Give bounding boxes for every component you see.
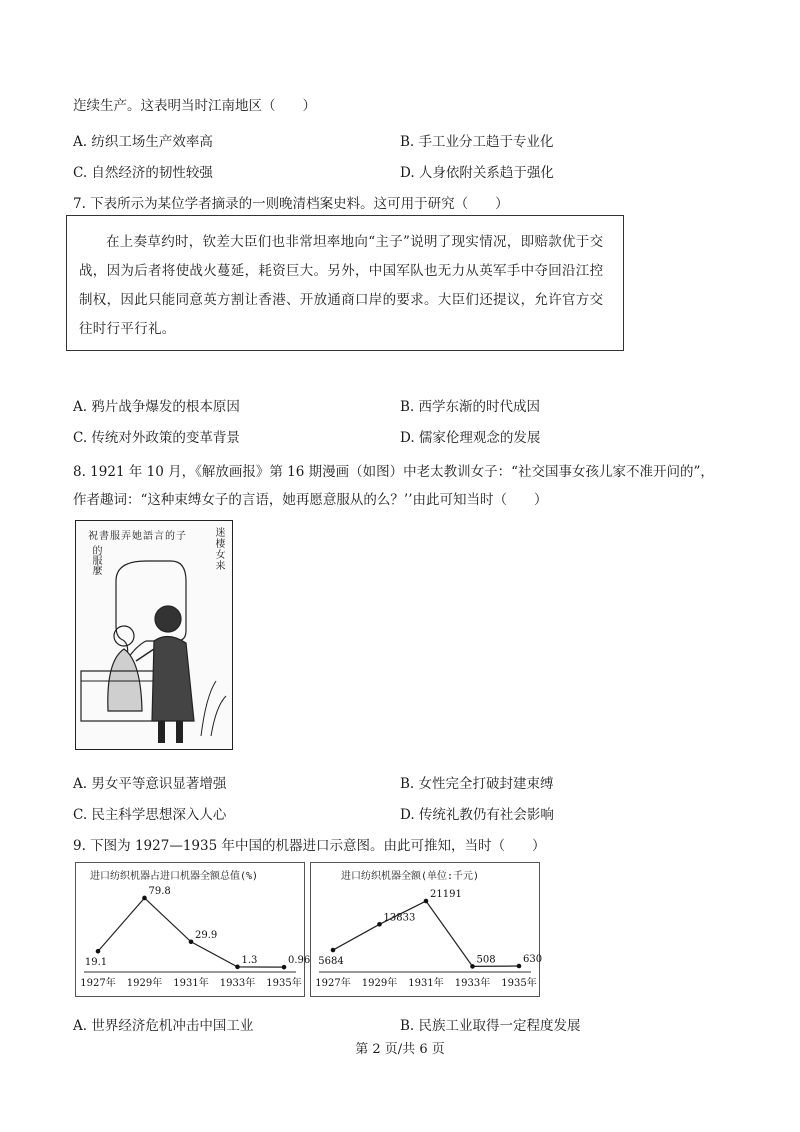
- chart-1-data-label: 0.96: [288, 955, 311, 967]
- chart-2-point: [424, 899, 429, 904]
- q9-option-a: A. 世界经济危机冲击中国工业: [73, 1018, 254, 1034]
- chart-1-tick-label: 1935年: [266, 978, 302, 989]
- cartoon-caption-top: 祝書服弄她語言的子: [88, 531, 187, 542]
- cartoon-caption-left: 的服麼: [90, 545, 101, 575]
- chart-1-point: [96, 949, 101, 954]
- q6-stem-continuation: 迮续生产。这表明当时江南地区（ ）: [73, 98, 316, 114]
- chart-1-data-label: 19.1: [84, 957, 108, 969]
- q9-stem: 9. 下图为 1927—1935 年中国的机器进口示意图。由此可推知，当时（ ）: [73, 838, 546, 854]
- chart-1-box: [75, 862, 311, 997]
- chart-2-data-label: 508: [476, 954, 496, 966]
- chart-1-point: [235, 965, 240, 970]
- chart-2-tick-label: 1931年: [408, 978, 444, 989]
- q7-option-d: D. 儒家伦理观念的发展: [400, 430, 541, 446]
- q7-option-b: B. 西学东渐的时代成因: [400, 399, 541, 415]
- q9-option-b: B. 民族工业取得一定程度发展: [400, 1018, 581, 1034]
- page-footer: 第 2 页/共 6 页: [355, 1042, 445, 1057]
- q7-stem: 7. 下表所示为某位学者摘录的一则晚清档案史料。这可用于研究（ ）: [73, 196, 509, 212]
- chart-1-point: [189, 939, 194, 944]
- chart-2-point: [517, 964, 522, 969]
- q8-option-b: B. 女性完全打破封建束缚: [400, 776, 554, 792]
- chart-2-tick-label: 1933年: [454, 978, 491, 989]
- chart-2-tick-label: 1935年: [501, 978, 537, 989]
- chart-2-title: 进口纺织机器全额(单位:千元): [341, 871, 480, 882]
- chart-1-tick-label: 1929年: [126, 978, 163, 989]
- chart-1-data-label: 29.9: [195, 929, 218, 941]
- chart-2-data-label: 630: [523, 954, 543, 966]
- chart-2-svg: [311, 863, 543, 996]
- q6-option-c: C. 自然经济的韧性较强: [73, 165, 213, 181]
- chart-1-data-label: 79.8: [148, 885, 171, 897]
- q6-option-d: D. 人身依附关系趋于强化: [400, 165, 554, 181]
- chart-2-data-label: 13833: [383, 912, 416, 924]
- chart-1-point: [142, 896, 147, 901]
- q7-option-c: C. 传统对外政策的变革背景: [73, 430, 240, 446]
- q8-stem-line1: 8. 1921 年 10 月，《解放画报》第 16 期漫画（如图）中老太教训女子：“社交国事女孩儿家不准开问的”，: [73, 464, 714, 480]
- chart-2-point: [470, 964, 475, 969]
- chart-2-box: [310, 862, 543, 997]
- q8-option-a: A. 男女平等意识显著增强: [73, 776, 227, 792]
- q7-quote-box: [66, 215, 624, 351]
- chart-2-tick-label: 1927年: [315, 978, 351, 989]
- chart-1-title: 进口纺织机器占进口机器全额总值(%): [90, 871, 259, 882]
- chart-2-point: [331, 948, 336, 953]
- chart-1-tick-label: 1931年: [173, 978, 209, 989]
- chart-1-tick-label: 1927年: [80, 978, 116, 989]
- q8-option-c: C. 民主科学思想深入人心: [73, 807, 227, 823]
- chart-1-svg: [76, 863, 311, 996]
- q8-option-d: D. 传统礼教仍有社会影响: [400, 807, 554, 823]
- chart-2-data-label: 5684: [318, 956, 344, 968]
- chart-2-point: [377, 922, 382, 927]
- chart-1-point: [282, 965, 287, 970]
- cartoon-caption-right: 迷棲女来: [213, 527, 224, 571]
- chart-1-tick-label: 1933年: [219, 978, 256, 989]
- q8-stem-line2: 作者趣词：“这种束缚女子的言语，她再愿意服从的么？’’由此可知当时（ ）: [73, 492, 548, 508]
- q7-quote-text: 在上奏草约时，钦差大臣们也非常坦率地向“主子”说明了现实情况，即赔款优于交战，因为后者将使战火蔓延，耗资巨大。另外，中国军队也无力从英军手中夺回沿江控制权，因此只能同意英方割让香港、开放通商口岸的要求。大臣们还提议，允许官方交往时行平行礼。: [79, 234, 604, 337]
- q8-cartoon-image: [75, 520, 233, 750]
- chart-1-data-label: 1.3: [241, 954, 258, 966]
- q6-option-a: A. 纺织工场生产效率高: [73, 134, 213, 150]
- q6-option-b: B. 手工业分工趋于专业化: [400, 134, 554, 150]
- q7-option-a: A. 鸦片战争爆发的根本原因: [73, 399, 240, 415]
- chart-2-tick-label: 1929年: [361, 978, 398, 989]
- chart-2-data-label: 21191: [430, 889, 462, 901]
